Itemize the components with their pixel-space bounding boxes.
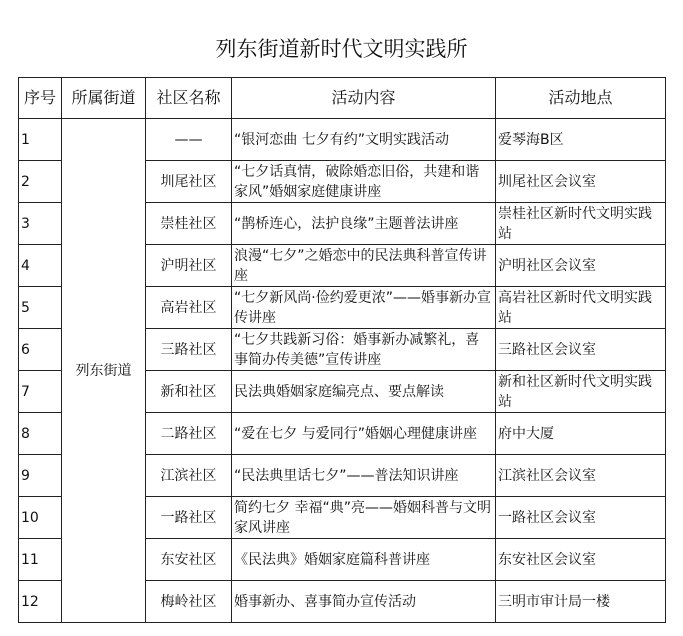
- header-location: 活动地点: [496, 78, 666, 119]
- header-activity: 活动内容: [232, 78, 496, 119]
- activity-content: 简约七夕 幸福“典”亮——婚姻科普与文明家风讲座: [232, 497, 496, 539]
- activity-location: 沪明社区会议室: [496, 245, 666, 287]
- community-name: 江滨社区: [146, 455, 232, 497]
- activity-content: 民法典婚姻家庭编亮点、要点解读: [232, 371, 496, 413]
- activity-table: [18, 77, 666, 623]
- row-number: 3: [19, 203, 62, 245]
- activity-location: 三路社区会议室: [496, 329, 666, 371]
- community-name: 圳尾社区: [146, 161, 232, 203]
- activity-content: “爱在七夕 与爱同行”婚姻心理健康讲座: [232, 413, 496, 455]
- row-number: 12: [19, 581, 62, 623]
- activity-location: 三明市审计局一楼: [496, 581, 666, 623]
- row-number: 4: [19, 245, 62, 287]
- activity-location: 一路社区会议室: [496, 497, 666, 539]
- row-number: 5: [19, 287, 62, 329]
- activity-content: “七夕新风尚·俭约爱更浓”——婚事新办宣传讲座: [232, 287, 496, 329]
- community-name: 二路社区: [146, 413, 232, 455]
- page-title: 列东街道新时代文明实践所: [215, 37, 468, 61]
- table-header-row: [19, 78, 666, 119]
- community-name: 高岩社区: [146, 287, 232, 329]
- header-community: 社区名称: [146, 78, 232, 119]
- activity-location: 高岩社区新时代文明实践站: [496, 287, 666, 329]
- row-number: 1: [19, 119, 62, 161]
- activity-location: 新和社区新时代文明实践站: [496, 371, 666, 413]
- community-name: ——: [146, 119, 232, 161]
- row-number: 6: [19, 329, 62, 371]
- row-number: 7: [19, 371, 62, 413]
- row-number: 11: [19, 539, 62, 581]
- activity-location: 爱琴海B区: [496, 119, 666, 161]
- row-number: 2: [19, 161, 62, 203]
- community-name: 一路社区: [146, 497, 232, 539]
- community-name: 沪明社区: [146, 245, 232, 287]
- community-name: 新和社区: [146, 371, 232, 413]
- activity-content: 婚事新办、喜事简办宣传活动: [232, 581, 496, 623]
- header-street: 所属街道: [62, 78, 146, 119]
- row-number: 9: [19, 455, 62, 497]
- row-number: 8: [19, 413, 62, 455]
- activity-content: “七夕共践新习俗：婚事新办减繁礼，喜事简办传美德”宣传讲座: [232, 329, 496, 371]
- activity-content: “民法典里话七夕”——普法知识讲座: [232, 455, 496, 497]
- community-name: 三路社区: [146, 329, 232, 371]
- row-number: 10: [19, 497, 62, 539]
- activity-location: 府中大厦: [496, 413, 666, 455]
- activity-content: “七夕话真情，破除婚恋旧俗，共建和谐家风”婚姻家庭健康讲座: [232, 161, 496, 203]
- activity-location: 东安社区会议室: [496, 539, 666, 581]
- street-name: 列东街道: [62, 119, 146, 623]
- community-name: 崇桂社区: [146, 203, 232, 245]
- activity-content: 《民法典》婚姻家庭篇科普讲座: [232, 539, 496, 581]
- activity-content: “银河恋曲 七夕有约”文明实践活动: [232, 119, 496, 161]
- activity-location: 圳尾社区会议室: [496, 161, 666, 203]
- community-name: 梅岭社区: [146, 581, 232, 623]
- community-name: 东安社区: [146, 539, 232, 581]
- activity-content: 浪漫“七夕”之婚恋中的民法典科普宣传讲座: [232, 245, 496, 287]
- header-no: 序号: [19, 78, 62, 119]
- activity-location: 江滨社区会议室: [496, 455, 666, 497]
- table-row: [19, 119, 666, 161]
- activity-content: “鹊桥连心，法护良缘”主题普法讲座: [232, 203, 496, 245]
- activity-location: 崇桂社区新时代文明实践站: [496, 203, 666, 245]
